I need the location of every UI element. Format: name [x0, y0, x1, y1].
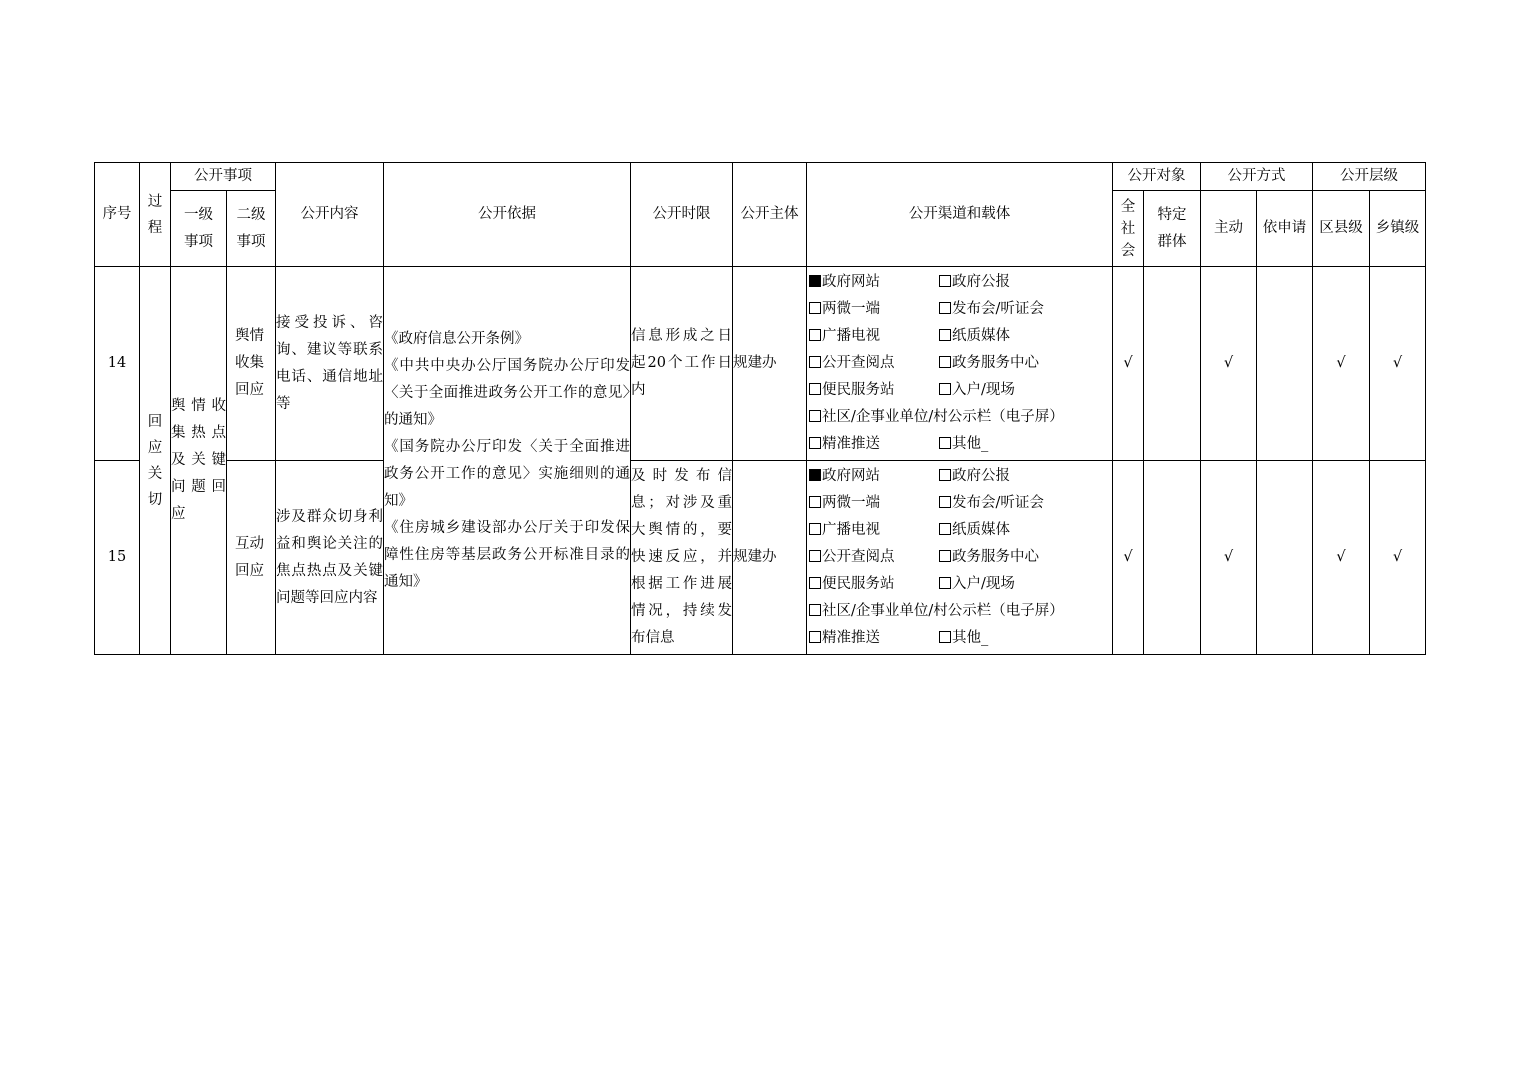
channel-row	[809, 625, 1110, 652]
channel-row	[809, 571, 1110, 598]
channels-cell	[807, 267, 1113, 461]
unchecked-box-icon[interactable]	[939, 302, 951, 314]
unchecked-box-icon[interactable]	[939, 437, 951, 449]
header-method-group: 公开方式	[1201, 163, 1313, 191]
channel-row	[809, 350, 1110, 377]
method-request-cell	[1257, 461, 1313, 655]
header-basis: 公开依据	[384, 163, 631, 267]
unchecked-box-icon[interactable]	[809, 577, 821, 589]
channel-option[interactable]	[809, 431, 939, 458]
channel-option[interactable]	[809, 571, 939, 598]
channel-label: 社区/企事业单位/村公示栏（电子屏）	[822, 409, 1064, 425]
channel-label: 其他_	[952, 630, 989, 646]
unchecked-box-icon[interactable]	[939, 496, 951, 508]
unchecked-box-icon[interactable]	[809, 604, 821, 616]
channel-option[interactable]	[939, 296, 1044, 323]
channel-label: 两微一端	[822, 301, 880, 317]
channel-option[interactable]	[809, 350, 939, 377]
channel-option[interactable]	[939, 544, 1039, 571]
channel-label: 发布会/听证会	[952, 495, 1044, 511]
header-method-request: 依申请	[1257, 191, 1313, 267]
time-limit-cell: 信息形成之日起20个工作日内	[631, 267, 733, 461]
process-cell: 回应关切	[140, 267, 171, 655]
channel-option[interactable]	[809, 625, 939, 652]
level-county-cell: √	[1313, 267, 1370, 461]
channel-label: 广播电视	[822, 522, 880, 538]
channel-option[interactable]	[939, 269, 1010, 296]
channel-label: 入户/现场	[952, 382, 1015, 398]
unchecked-box-icon[interactable]	[809, 496, 821, 508]
header-target-specific: 特定群体	[1144, 191, 1201, 267]
channel-label: 公开查阅点	[822, 355, 895, 371]
header-process: 过程	[140, 163, 171, 267]
method-active-cell: √	[1201, 461, 1257, 655]
channel-label: 政府网站	[822, 468, 880, 484]
unchecked-box-icon[interactable]	[939, 356, 951, 368]
channel-row	[809, 323, 1110, 350]
channel-label: 其他_	[952, 436, 989, 452]
channel-option[interactable]	[939, 517, 1010, 544]
header-content: 公开内容	[276, 163, 384, 267]
level-town-cell: √	[1370, 461, 1426, 655]
header-subject: 公开主体	[733, 163, 807, 267]
header-method-active: 主动	[1201, 191, 1257, 267]
header-level-group: 公开层级	[1313, 163, 1426, 191]
channel-label: 精准推送	[822, 436, 880, 452]
unchecked-box-icon[interactable]	[939, 550, 951, 562]
channel-option[interactable]	[939, 490, 1044, 517]
header-channels: 公开渠道和载体	[807, 163, 1113, 267]
time-limit-cell: 及时发布信息；对涉及重大舆情的，要快速反应，并根据工作进展情况，持续发布信息	[631, 461, 733, 655]
channel-label: 纸质媒体	[952, 328, 1010, 344]
target-specific-cell	[1144, 461, 1201, 655]
target-specific-cell	[1144, 267, 1201, 461]
unchecked-box-icon[interactable]	[809, 383, 821, 395]
content-cell: 涉及群众切身利益和舆论关注的焦点热点及关键问题等回应内容	[276, 461, 384, 655]
channel-label: 精准推送	[822, 630, 880, 646]
channel-label: 便民服务站	[822, 576, 895, 592]
channel-label: 政府网站	[822, 274, 880, 290]
channel-option[interactable]	[939, 571, 1015, 598]
channel-row	[809, 431, 1110, 458]
channel-option[interactable]	[939, 377, 1015, 404]
method-request-cell	[1257, 267, 1313, 461]
channel-option[interactable]	[809, 544, 939, 571]
unchecked-box-icon[interactable]	[809, 356, 821, 368]
unchecked-box-icon[interactable]	[939, 577, 951, 589]
level-town-cell: √	[1370, 267, 1426, 461]
channel-row	[809, 404, 1110, 431]
header-time-limit: 公开时限	[631, 163, 733, 267]
channel-label: 纸质媒体	[952, 522, 1010, 538]
header-level1: 一级事项	[171, 191, 227, 267]
header-item-group: 公开事项	[171, 163, 276, 191]
header-level-town: 乡镇级	[1370, 191, 1426, 267]
target-all-cell: √	[1113, 267, 1144, 461]
channel-row	[809, 517, 1110, 544]
channel-option[interactable]	[939, 431, 988, 458]
checked-box-icon[interactable]	[809, 469, 821, 481]
checked-box-icon[interactable]	[809, 275, 821, 287]
unchecked-box-icon[interactable]	[809, 410, 821, 422]
method-active-cell: √	[1201, 267, 1257, 461]
channel-option[interactable]	[939, 350, 1039, 377]
channel-row	[809, 463, 1110, 490]
channel-label: 便民服务站	[822, 382, 895, 398]
seq-cell: 15	[95, 461, 140, 655]
channel-label: 入户/现场	[952, 576, 1015, 592]
channel-option[interactable]	[809, 323, 939, 350]
level1-cell: 舆情收集热点及关键问题回应	[171, 267, 227, 655]
header-level2: 二级事项	[227, 191, 276, 267]
level2-cell: 互动回应	[227, 461, 276, 655]
channel-option[interactable]	[809, 269, 939, 296]
channels-cell	[807, 461, 1113, 655]
unchecked-box-icon[interactable]	[809, 302, 821, 314]
target-all-cell: √	[1113, 461, 1144, 655]
channel-option[interactable]	[939, 625, 988, 652]
unchecked-box-icon[interactable]	[809, 550, 821, 562]
channel-option[interactable]	[809, 598, 1064, 625]
unchecked-box-icon[interactable]	[939, 631, 951, 643]
header-seq: 序号	[95, 163, 140, 267]
channel-row	[809, 598, 1110, 625]
channel-option[interactable]	[809, 517, 939, 544]
level-county-cell: √	[1313, 461, 1370, 655]
subject-cell: 规建办	[733, 267, 807, 461]
unchecked-box-icon[interactable]	[939, 383, 951, 395]
channel-option[interactable]	[809, 463, 939, 490]
content-cell: 接受投诉、咨询、建议等联系电话、通信地址等	[276, 267, 384, 461]
channel-label: 政府公报	[952, 274, 1010, 290]
channel-row	[809, 490, 1110, 517]
table-row	[95, 461, 1426, 655]
channel-label: 发布会/听证会	[952, 301, 1044, 317]
header-target-group: 公开对象	[1113, 163, 1201, 191]
unchecked-box-icon[interactable]	[809, 329, 821, 341]
channel-option[interactable]	[809, 296, 939, 323]
channel-option[interactable]	[939, 323, 1010, 350]
unchecked-box-icon[interactable]	[809, 631, 821, 643]
channel-option[interactable]	[939, 463, 1010, 490]
channel-label: 广播电视	[822, 328, 880, 344]
basis-cell: 《政府信息公开条例》 《中共中央办公厅国务院办公厅印发〈关于全面推进政务公开工作的意见〉的通知》 《国务院办公厅印发〈关于全面推进政务公开工作的意见〉实施细则的通知》 《住房城乡建设部办公厅关于印发保障性住房等基层政务公开标准目录的通知》	[384, 267, 631, 655]
channel-option[interactable]	[809, 404, 1064, 431]
disclosure-table	[94, 162, 1426, 655]
header-level-county: 区县级	[1313, 191, 1370, 267]
unchecked-box-icon[interactable]	[939, 469, 951, 481]
unchecked-box-icon[interactable]	[939, 329, 951, 341]
unchecked-box-icon[interactable]	[939, 275, 951, 287]
channel-label: 政务服务中心	[952, 549, 1039, 565]
unchecked-box-icon[interactable]	[939, 523, 951, 535]
unchecked-box-icon[interactable]	[809, 523, 821, 535]
channel-option[interactable]	[809, 377, 939, 404]
channel-label: 政府公报	[952, 468, 1010, 484]
channel-label: 政务服务中心	[952, 355, 1039, 371]
channel-row	[809, 377, 1110, 404]
header-target-all: 全社会	[1113, 191, 1144, 267]
channel-row	[809, 269, 1110, 296]
channel-option[interactable]	[809, 490, 939, 517]
unchecked-box-icon[interactable]	[809, 437, 821, 449]
channel-label: 两微一端	[822, 495, 880, 511]
subject-cell: 规建办	[733, 461, 807, 655]
channel-row	[809, 296, 1110, 323]
level2-cell: 舆情收集回应	[227, 267, 276, 461]
channel-label: 社区/企事业单位/村公示栏（电子屏）	[822, 603, 1064, 619]
seq-cell: 14	[95, 267, 140, 461]
channel-row	[809, 544, 1110, 571]
channel-label: 公开查阅点	[822, 549, 895, 565]
table-row	[95, 267, 1426, 461]
